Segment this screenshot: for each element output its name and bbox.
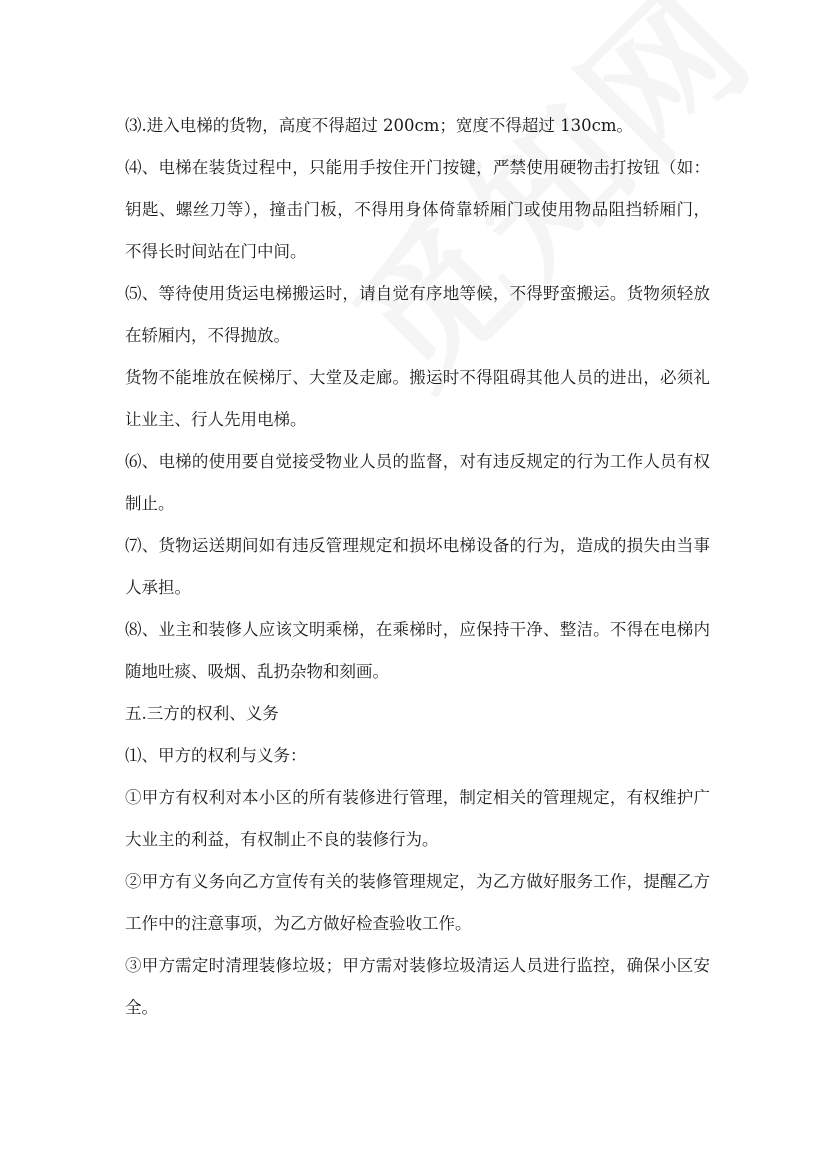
paragraph-party-a-right: ①甲方有权利对本小区的所有装修进行管理，制定相关的管理规定，有权维护广大业主的利益，有权制止不良的装修行为。 [125, 788, 710, 849]
paragraph-supervision: ⑹、电梯的使用要自觉接受物业人员的监督，对有违反规定的行为工作人员有权制止。 [125, 452, 710, 513]
paragraph-waiting-rules: ⑸、等待使用货运电梯搬运时，请自觉有序地等候，不得野蛮搬运。货物须轻放在轿厢内，不得抛放。 [125, 284, 710, 345]
paragraph-party-a-waste: ③甲方需定时清理装修垃圾；甲方需对装修垃圾清运人员进行监控，确保小区安全。 [125, 956, 710, 1017]
paragraph-cargo-size-limit: ⑶.进入电梯的货物，高度不得超过 200cm；宽度不得超过 130cm。 [125, 116, 633, 135]
paragraph-damage-liability: ⑺、货物运送期间如有违反管理规定和损坏电梯设备的行为，造成的损失由当事人承担。 [125, 536, 710, 597]
paragraph-party-a-duty: ②甲方有义务向乙方宣传有关的装修管理规定，为乙方做好服务工作，提醒乙方工作中的注意事项，为乙方做好检查验收工作。 [125, 872, 710, 933]
paragraph-civilized-riding: ⑻、业主和装修人应该文明乘梯，在乘梯时，应保持干净、整洁。不得在电梯内随地吐痰、吸烟、乱扔杂物和刻画。 [125, 620, 710, 681]
subsection-heading-party-a: ⑴、甲方的权利与义务： [125, 746, 307, 765]
section-heading-rights-duties: 五.三方的权利、义务 [125, 704, 279, 723]
paragraph-stacking-rules: 货物不能堆放在候梯厅、大堂及走廊。搬运时不得阻碍其他人员的进出，必须礼让业主、行人先用电梯。 [125, 368, 710, 429]
paragraph-loading-rules: ⑷、电梯在装货过程中，只能用手按住开门按键，严禁使用硬物击打按钮（如：钥匙、螺丝刀等），撞击门板，不得用身体倚靠轿厢门或使用物品阻挡轿厢门，不得长时间站在门中间。 [125, 158, 710, 261]
document-page [125, 105, 710, 1029]
